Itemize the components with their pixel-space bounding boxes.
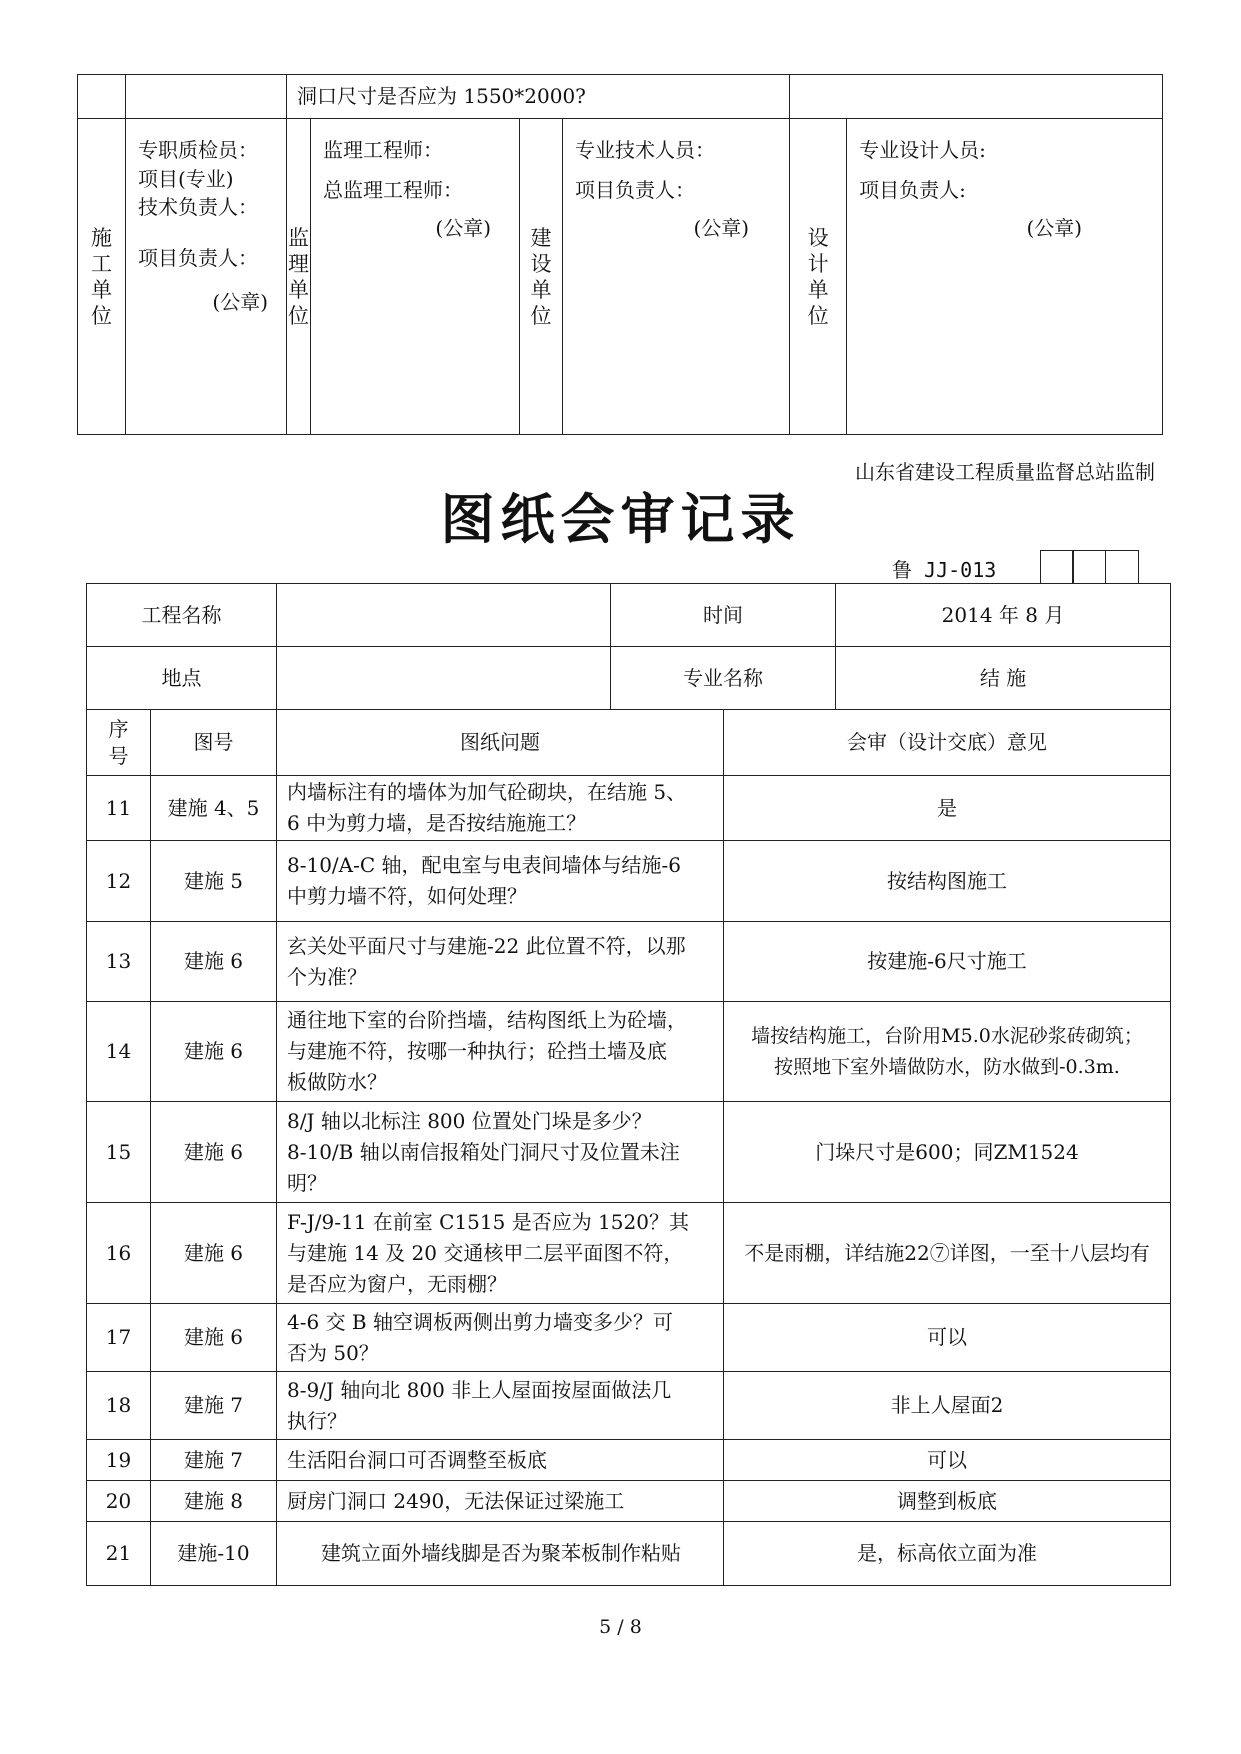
row-issue-line: F-J/9-11 在前室 C1515 是否应为 1520？其 [287,1209,689,1234]
row-issue-line: 厨房门洞口 2490，无法保证过梁施工 [287,1488,625,1513]
unit-line: 项目负责人： [575,178,696,202]
row-drawing: 建施 6 [151,1203,277,1304]
row-drawing: 建施 6 [151,922,277,1002]
row-issue-line: 中剪力墙不符，如何处理？ [287,884,527,908]
table-row [87,1304,1171,1372]
table-row [87,1481,1171,1522]
row-drawing: 建施 8 [151,1481,277,1522]
row-issue [277,841,724,922]
row-drawing: 建施 7 [151,1372,277,1440]
table-row [87,1002,1171,1102]
row-drawing: 建施 6 [151,1304,277,1372]
unit-label-construction [78,119,126,435]
row-issue [277,1102,724,1203]
row-issue-line: 否为 50？ [287,1340,379,1365]
row-issue [277,1522,724,1586]
row-opinion-line: 可以 [927,1325,967,1349]
row-number: 14 [87,1002,151,1102]
row-opinion [724,1304,1171,1372]
row-number: 11 [87,776,151,841]
row-drawing: 建施 6 [151,1002,277,1102]
row-number: 21 [87,1522,151,1586]
row-issue-line: 与建施不符，按哪一种执行；砼挡土墙及底 [287,1039,667,1063]
header-drawing: 图号 [151,710,277,776]
row-opinion-line: 调整到板底 [897,1488,997,1513]
table-row [87,1203,1171,1304]
unit-line: 项目(专业) [138,167,234,191]
row-issue [277,776,724,841]
project-name-label: 工程名称 [87,584,277,647]
row-issue-line: 8-9/J 轴向北 800 非上人屋面按屋面做法几 [287,1377,672,1402]
row-issue-line: 建筑立面外墙线脚是否为聚苯板制作粘贴 [321,1541,681,1565]
table-row [87,776,1171,841]
time-label: 时间 [611,584,836,647]
seal-text: (公章) [693,216,750,240]
unit-label-text: 建设单位 [530,225,552,328]
row-issue [277,922,724,1002]
row-issue-line: 8-10/A-C 轴，配电室与电表间墙体与结施-6 [287,853,682,877]
code-box [1105,550,1139,584]
row-issue-line: 与建施 14 及 20 交通核甲二层平面图不符， [287,1240,684,1265]
signature-table [77,74,1163,435]
unit-block-construction [126,119,287,435]
row-opinion [724,1481,1171,1522]
page-title: 图纸会审记录 [440,488,801,551]
row-opinion [724,1522,1171,1586]
row-opinion [724,1002,1171,1102]
row-opinion [724,841,1171,922]
time-value: 2014 年 8 月 [836,584,1171,647]
unit-line: 项目负责人: [859,178,966,202]
row-opinion-line: 墙按结构施工，台阶用M5.0水泥砂浆砖砌筑； [751,1024,1143,1047]
code-box [1072,550,1106,584]
row-number: 13 [87,922,151,1002]
row-issue-line: 是否应为窗户，无雨棚？ [287,1271,507,1296]
header-issue: 图纸问题 [277,710,724,776]
review-table [86,583,1171,1586]
page-number: 5 / 8 [599,1616,642,1638]
header-no-text: 序号 [108,716,129,768]
row-issue-line: 8-10/B 轴以南信报箱处门洞尺寸及位置未注 [287,1139,680,1164]
row-issue [277,1203,724,1304]
review-rows [87,776,1171,1586]
row-issue [277,1481,724,1522]
row-issue [277,1440,724,1481]
row-opinion [724,776,1171,841]
row-issue-line: 8/J 轴以北标注 800 位置处门垛是多少？ [287,1108,652,1133]
unit-label-text: 施工单位 [91,225,112,328]
row-opinion-line: 可以 [927,1447,967,1472]
unit-label-text: 设计单位 [807,225,829,328]
row-issue [277,1304,724,1372]
table-row [87,841,1171,922]
row-opinion-line: 按结构图施工 [887,868,1007,893]
row-drawing: 建施 5 [151,841,277,922]
unit-line: 专业设计人员: [859,138,986,162]
unit-label-design [790,119,847,435]
row-opinion-line: 是 [937,795,957,820]
row-opinion-line: 不是雨棚，详结施22⑦详图，一至十八层均有 [744,1240,1150,1265]
row-issue [277,1372,724,1440]
cont-cell-no [78,75,126,119]
row-issue-line: 生活阳台洞口可否调整至板底 [287,1447,547,1472]
form-code: 鲁 JJ-013 [892,558,997,582]
unit-line: 专职质检员： [138,138,258,162]
row-opinion-line: 是，标高依立面为准 [857,1541,1037,1565]
row-drawing: 建施 4、5 [151,776,277,841]
row-issue-line: 6 中为剪力墙，是否按结施施工？ [287,811,587,835]
discipline-label: 专业名称 [611,647,836,710]
seal-text: (公章) [1026,216,1083,240]
code-box [1040,550,1074,584]
row-drawing: 建施 6 [151,1102,277,1203]
row-opinion [724,1372,1171,1440]
row-opinion [724,1102,1171,1203]
unit-block-supervision [311,119,520,435]
unit-line: 总监理工程师： [323,178,464,202]
seal-text: (公章) [212,290,269,314]
header-no [87,710,151,776]
table-row [87,1102,1171,1203]
row-number: 16 [87,1203,151,1304]
table-row [87,922,1171,1002]
row-issue-line: 执行？ [287,1408,347,1433]
row-opinion [724,1440,1171,1481]
code-boxes [1041,550,1139,584]
row-issue-line: 玄关处平面尺寸与建施-22 此位置不符，以那 [287,933,686,958]
row-opinion-line: 非上人屋面2 [890,1393,1004,1417]
unit-label-supervision [287,119,311,435]
row-number: 17 [87,1304,151,1372]
row-drawing: 建施-10 [151,1522,277,1586]
discipline-value: 结 施 [836,647,1171,710]
unit-block-design [847,119,1163,435]
row-opinion-line: 门垛尺寸是600；同ZM1524 [815,1139,1079,1164]
cont-opinion [790,75,1163,119]
row-opinion-line: 按照地下室外墙做防水，防水做到-0.3m. [774,1055,1120,1078]
unit-block-owner [563,119,790,435]
seal-text: (公章) [435,216,492,240]
location-label: 地点 [87,647,277,710]
row-issue-line: 4-6 交 B 轴空调板两侧出剪力墙变多少？可 [287,1309,673,1334]
row-number: 12 [87,841,151,922]
row-issue [277,1002,724,1102]
issuer-line: 山东省建设工程质量监督总站监制 [855,460,1155,484]
row-drawing: 建施 7 [151,1440,277,1481]
row-issue-line: 板做防水？ [287,1070,387,1094]
row-opinion [724,922,1171,1002]
row-opinion [724,1203,1171,1304]
row-issue-line: 明？ [287,1170,327,1195]
row-number: 18 [87,1372,151,1440]
row-issue-line: 个为准？ [287,964,367,989]
location-value [277,647,611,710]
table-row [87,1372,1171,1440]
cont-question: 洞口尺寸是否应为 1550*2000? [287,75,790,119]
cont-cell-drawing [126,75,287,119]
row-number: 19 [87,1440,151,1481]
table-row [87,1522,1171,1586]
row-opinion-line: 按建施-6尺寸施工 [867,949,1027,973]
header-opinion: 会审（设计交底）意见 [724,710,1171,776]
unit-label-owner [520,119,563,435]
row-number: 15 [87,1102,151,1203]
row-issue-line: 内墙标注有的墙体为加气砼砌块，在结施 5、 [287,780,687,804]
row-issue-line: 通往地下室的台阶挡墙，结构图纸上为砼墙， [287,1008,687,1032]
row-number: 20 [87,1481,151,1522]
unit-line: 监理工程师： [323,138,444,162]
table-row [87,1440,1171,1481]
unit-line: 专业技术人员： [575,138,716,162]
unit-line: 项目负责人： [138,246,258,270]
unit-line: 技术负责人： [138,195,258,219]
project-name-value [277,584,611,647]
unit-label-text: 监理单位 [288,225,310,328]
